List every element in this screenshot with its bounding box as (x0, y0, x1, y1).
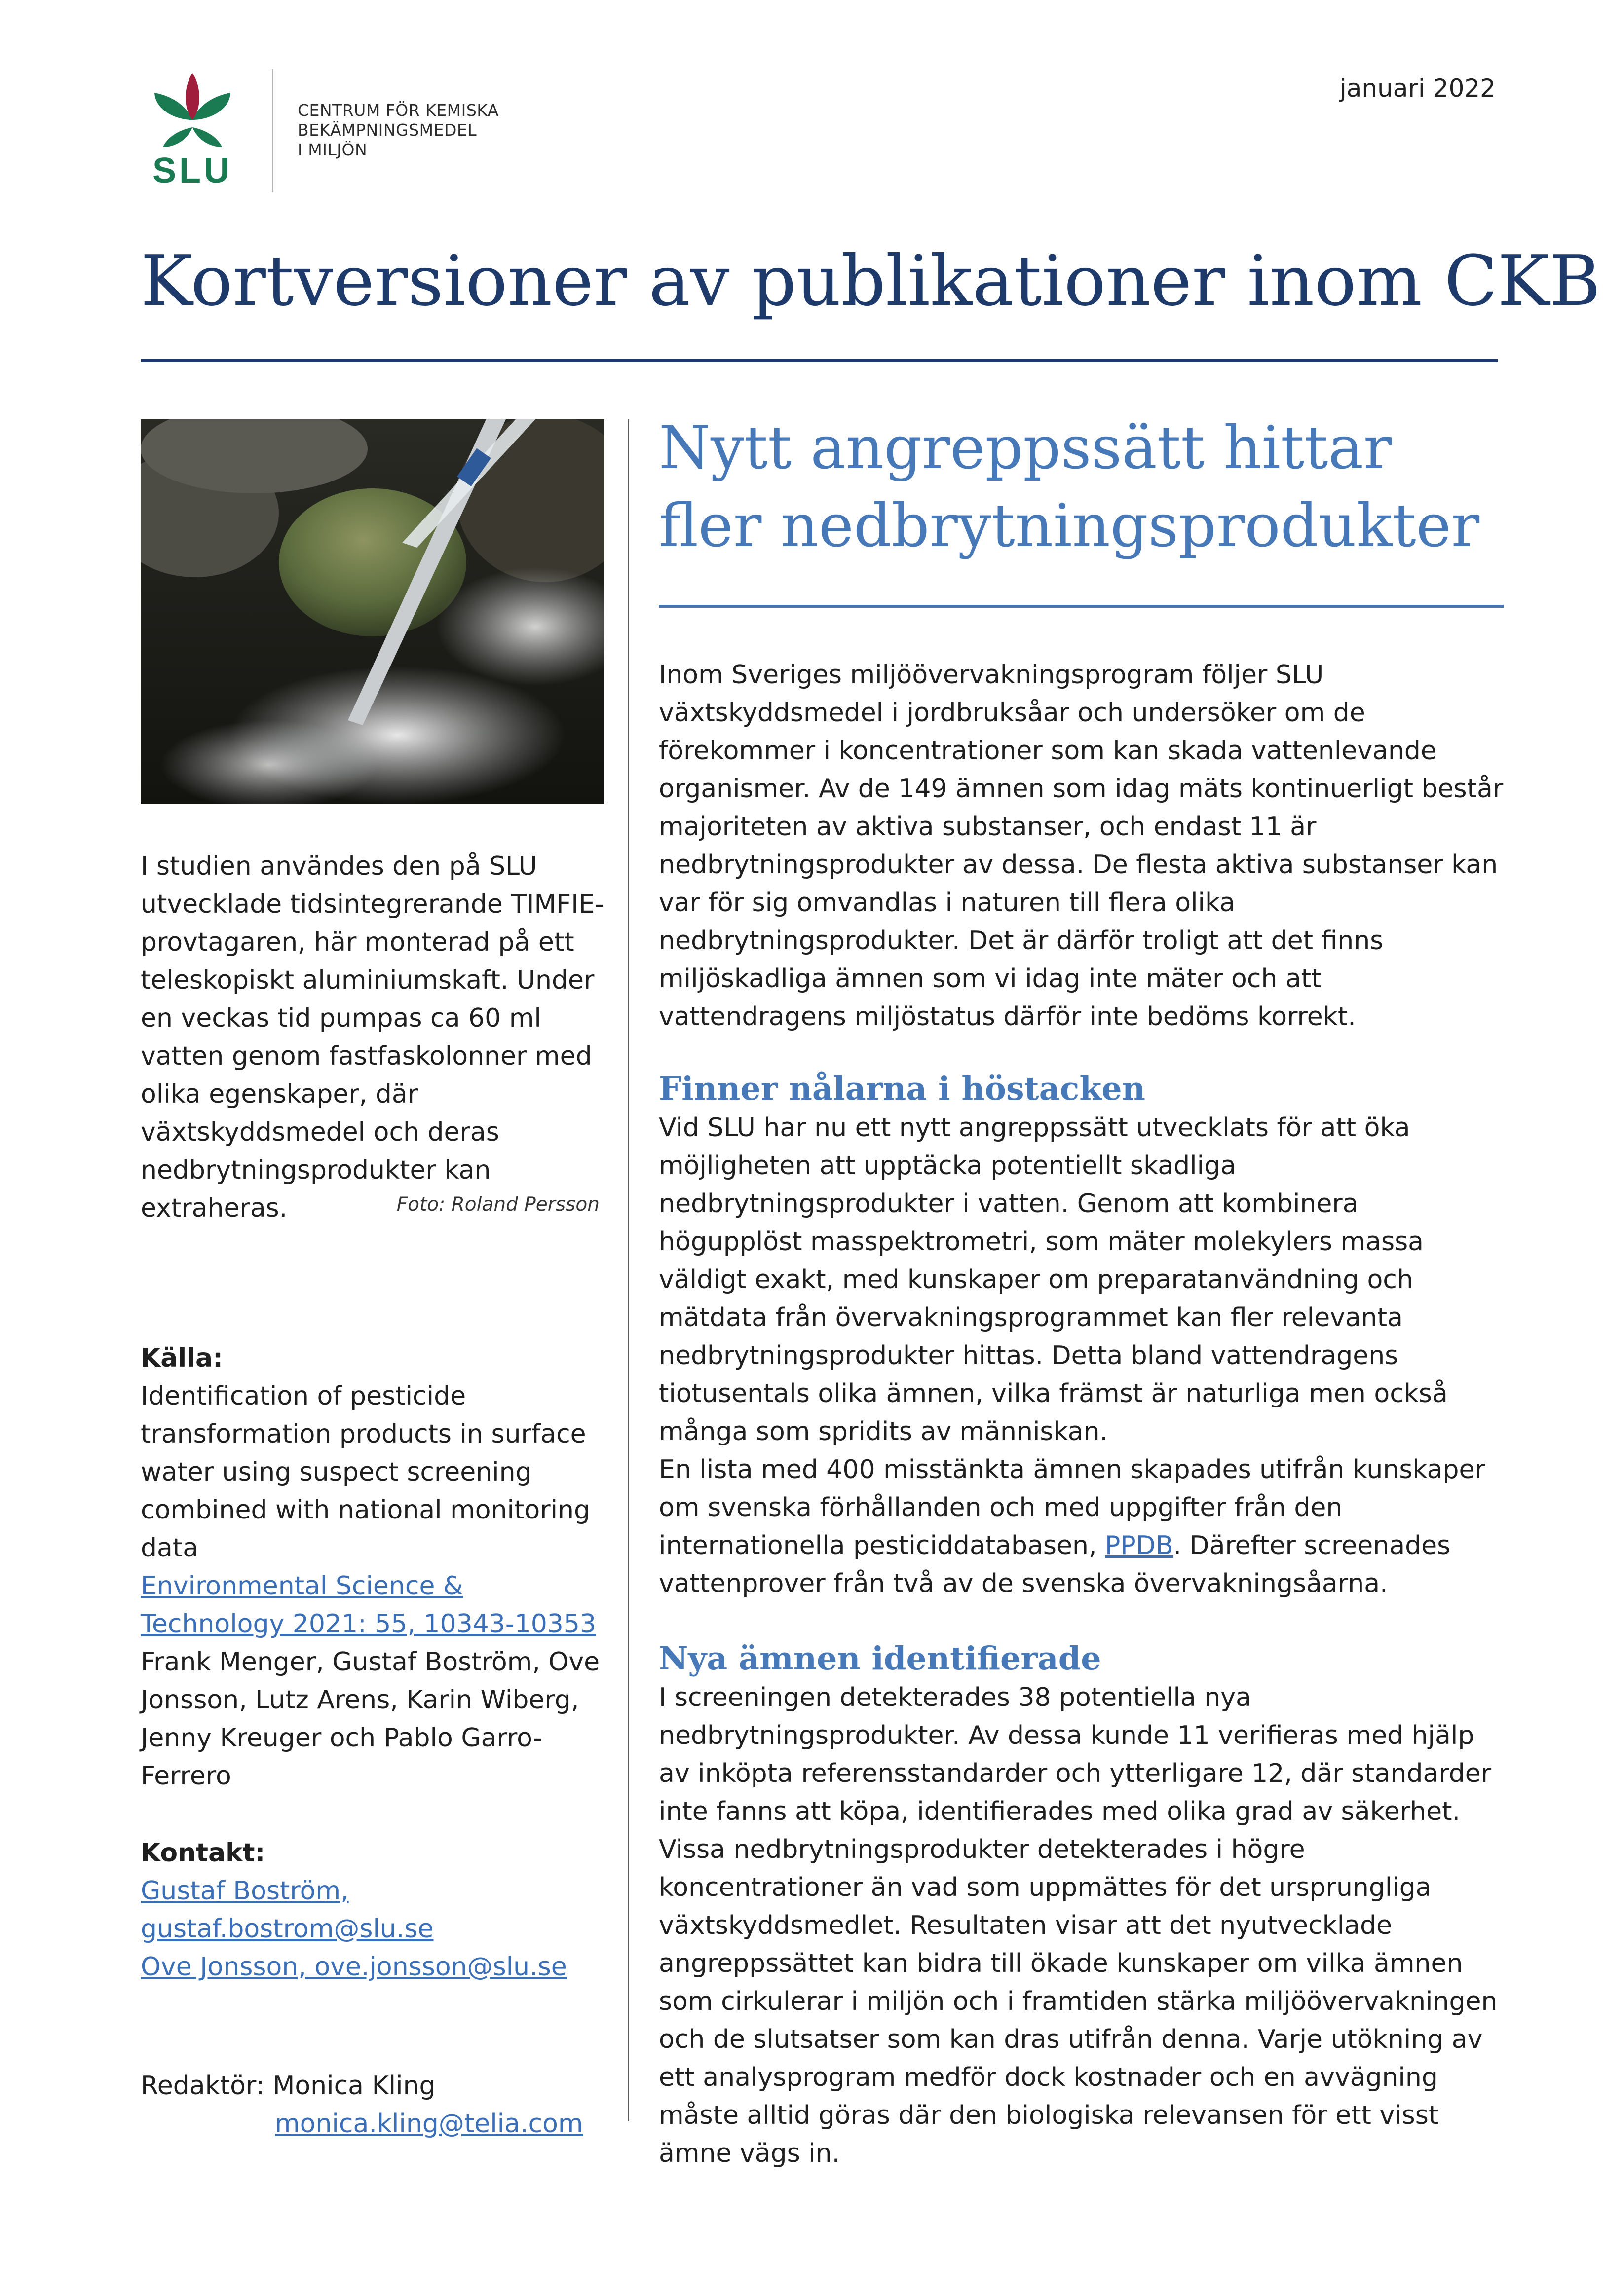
sampler-photo (141, 419, 604, 804)
intro-paragraph: Inom Sveriges miljöövervakningsprogram följer SLU växtskyddsmedel i jordbruksåar och undersöker om de förekommer i koncentrationer som kan skada vattenlevande organismer. Av de 149 ämnen som idag mäts kontinuerligt består majoriteten av aktiva substanser, och endast 11 är nedbrytningsprodukter av dessa. De flesta aktiva substanser kan var för sig omvandlas i naturen till flera olika nedbrytningsprodukter. Det är därför troligt att det finns miljöskadliga ämnen som vi idag inte mäter och att vattendragens miljöstatus därför inte bedöms korrekt. (659, 660, 1504, 1032)
section1-p2-after: . Därefter screenades vattenprover från två av de svenska övervakningsåarna. (659, 1531, 1451, 1598)
logo-divider (272, 69, 273, 192)
centre-name-line-2: BEKÄMPNINGSMEDEL (298, 120, 477, 140)
page-title: Kortversioner av publikationer inom CKB (141, 241, 1601, 322)
section-body-1 (659, 1109, 1504, 1603)
contact-block (141, 1834, 624, 1986)
contact-link-jonsson[interactable]: Ove Jonsson, ove.jonsson@slu.se (141, 1952, 567, 1982)
source-authors: Frank Menger, Gustaf Boström, Ove Jonsson, Lutz Arens, Karin Wiberg, Jenny Kreuger och Pablo Garro-Ferrero (141, 1647, 600, 1791)
column-divider (628, 419, 629, 2121)
logo-leaf-bottom-left (163, 127, 192, 147)
contact-link-bostrom[interactable]: Gustaf Boström, gustaf.bostrom@slu.se (141, 1876, 434, 1944)
source-block (141, 1339, 609, 1795)
photo-caption-text: I studien användes den på SLU utvecklade tidsintegrerande TIMFIE-provtagaren, här monterad på ett teleskopiskt aluminiumskaft. Under en veckas tid pumpas ca 60 ml vatten genom fastfaskolonner med olika egenskaper, där växtskyddsmedel och deras nedbrytningsprodukter kan extraheras. (141, 852, 604, 1223)
logo-text: SLU (152, 151, 232, 186)
section1-p2-before: En lista med 400 misstänkta ämnen skapades utifrån kunskaper om svenska förhållanden och med uppgifter från den internationella pesticiddatabasen, (659, 1455, 1485, 1560)
article-intro (659, 656, 1504, 1036)
centre-name-line-1: CENTRUM FÖR KEMISKA (298, 101, 499, 120)
section1-paragraph-2 (659, 1451, 1504, 1603)
centre-name (298, 101, 499, 160)
section-heading-1: Finner nålarna i höstacken (659, 1070, 1145, 1108)
contact-label: Kontakt: (141, 1838, 265, 1868)
editor-email-link[interactable]: monica.kling@telia.com (275, 2109, 583, 2139)
journal-link[interactable]: Environmental Science & Technology 2021: 55, 10343-10353 (141, 1571, 597, 1639)
source-label: Källa: (141, 1343, 223, 1373)
photo-credit: Foto: Roland Persson (396, 1193, 600, 1216)
editor-name: Monica Kling (272, 2071, 436, 2101)
centre-name-line-3: I MILJÖN (298, 140, 368, 159)
section-heading-2: Nya ämnen identifierade (659, 1640, 1101, 1677)
editor-block (141, 2067, 624, 2143)
photo-caption (141, 848, 609, 1227)
section2-paragraph-1: I screeningen detekterades 38 potentiella nya nedbrytningsprodukter. Av dessa kunde 11 verifieras med hjälp av inköpta referensstandarder och ytterligare 12, där standarder inte fanns att köpa, identifierades med olika grad av säkerhet. Vissa nedbrytningsprodukter detekterades i högre koncentrationer än vad som uppmättes för det ursprungliga växtskyddsmedlet. Resultaten visar att det nyutvecklade angreppssättet kan bidra till ökade kunskaper om vilka ämnen som cirkulerar i miljön och i framtiden stärka miljöövervakningen och de slutsatser som kan dras utifrån denna. Varje utökning av ett analysprogram medför dock kostnader och en avvägning måste alltid göras där den biologiska relevansen för ett visst ämne vägs in. (659, 1683, 1498, 2168)
section1-paragraph-1: Vid SLU har nu ett nytt angreppssätt utvecklats för att öka möjligheten att upptäcka potentiellt skadliga nedbrytningsprodukter i vatten. Genom att kombinera högupplöst masspektrometri, som mäter molekylers massa väldigt exakt, med kunskaper om preparatanvändning och mätdata från övervakningsprogrammet kan fler relevanta nedbrytningsprodukter hittas. Detta bland vattendragens tiotusentals olika ämnen, vilka främst är naturliga men också många som spridits av människan. (659, 1113, 1448, 1446)
logo-leaf-bottom-right (192, 127, 222, 147)
editor-label: Redaktör: (141, 2071, 264, 2101)
ppdb-link[interactable]: PPDB (1105, 1531, 1173, 1560)
source-title: Identification of pesticide transformation products in surface water using suspect screening combined with national monitoring data (141, 1381, 590, 1563)
article-title-rule (659, 605, 1504, 608)
section-body-2 (659, 1679, 1504, 2173)
title-rule (141, 359, 1498, 362)
publication-date: januari 2022 (1339, 74, 1496, 103)
slu-logo (141, 73, 244, 186)
article-title: Nytt angreppssätt hittar fler nedbrytningsprodukter (659, 414, 1480, 560)
